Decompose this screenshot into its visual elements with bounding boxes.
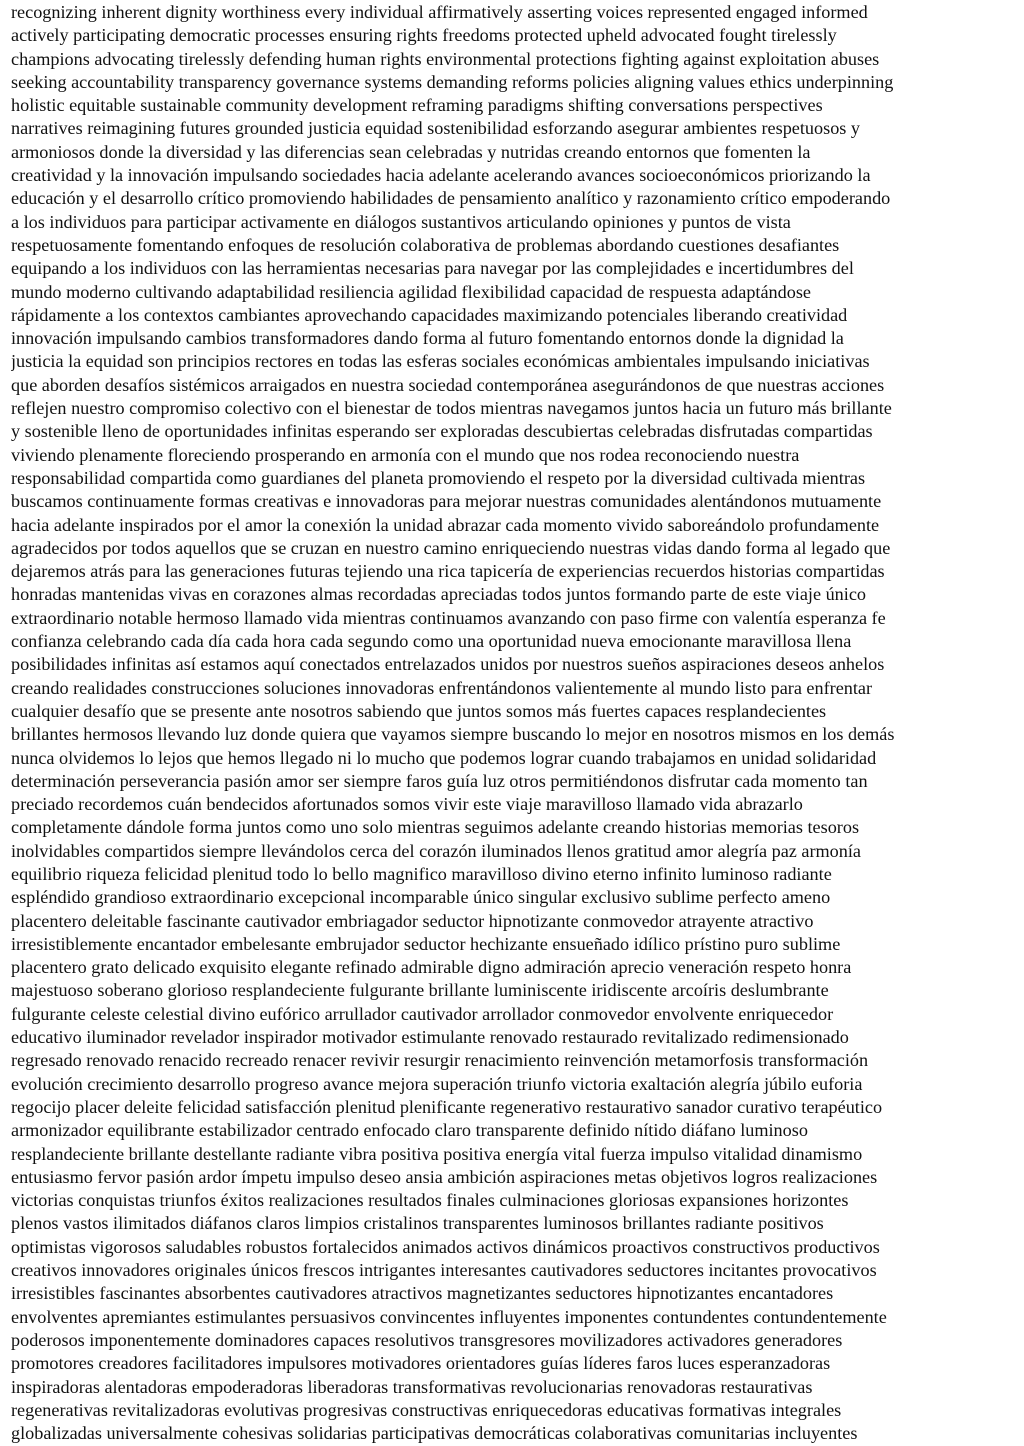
text-line: inolvidables compartidos siempre llevándolos cerca del corazón iluminados llenos gratitud amor alegría paz armonía bbox=[11, 840, 861, 861]
text-line: irresistibles fascinantes absorbentes cautivadores atractivos magnetizantes seductores hipnotizantes encantadores bbox=[11, 1283, 834, 1304]
text-line: educativo iluminador revelador inspirador motivador estimulante renovado restaurado revitalizado redimensionado bbox=[11, 1027, 849, 1048]
text-line: dejaremos atrás para las generaciones futuras tejiendo una rica tapicería de experiencias recuerdos historias compartidas bbox=[11, 561, 885, 582]
text-line: evolución crecimiento desarrollo progreso avance mejora superación triunfo victoria exaltación alegría júbilo euforia bbox=[11, 1073, 863, 1094]
text-line: completamente dándole forma juntos como uno solo mientras seguimos adelante creando historias memorias tesoros bbox=[11, 817, 860, 838]
text-line: creando realidades construcciones soluciones innovadoras enfrentándonos valientemente al mundo listo para enfrentar bbox=[11, 677, 873, 698]
text-line: actively participating democratic processes ensuring rights freedoms protected upheld advocated fought tirelessly bbox=[11, 25, 837, 46]
text-line: regresado renovado renacido recreado renacer revivir resurgir renacimiento reinvención metamorfosis transformación bbox=[11, 1050, 869, 1071]
text-line: que aborden desafíos sistémicos arraigados en nuestra sociedad contemporánea asegurándonos de que nuestras acciones bbox=[11, 374, 885, 395]
text-line: recognizing inherent dignity worthiness every individual affirmatively asserting voices represented engaged informed bbox=[11, 2, 868, 22]
text-line: fulgurante celeste celestial divino eufórico arrullador cautivador arrollador conmovedor envolvente enriquecedor bbox=[11, 1003, 834, 1024]
text-line: confianza celebrando cada día cada hora cada segundo como una oportunidad nueva emocionante maravillosa llena bbox=[11, 631, 852, 652]
text-line: hacia adelante inspirados por el amor la conexión la unidad abrazar cada momento vivido saboreándolo profundamente bbox=[11, 514, 880, 535]
text-line: creativos innovadores originales únicos frescos intrigantes interesantes cautivadores seductores incitantes provocativos bbox=[11, 1260, 877, 1281]
text-line: entusiasmo fervor pasión ardor ímpetu impulso deseo ansia ambición aspiraciones metas objetivos logros realizaciones bbox=[11, 1166, 878, 1187]
text-line: espléndido grandioso extraordinario excepcional incomparable único singular exclusivo sublime perfecto ameno bbox=[11, 887, 831, 908]
text-line: armoniosos donde la diversidad y las diferencias sean celebradas y nutridas creando entornos que fomenten la bbox=[11, 141, 811, 162]
text-line: inspiradoras alentadoras empoderadoras liberadoras transformativas revolucionarias renovadoras restaurativas bbox=[11, 1376, 813, 1397]
text-line: nunca olvidemos lo lejos que hemos llegado ni lo mucho que podemos lograr cuando trabajamos en unidad solidaridad bbox=[11, 747, 877, 768]
text-line: agradecidos por todos aquellos que se cruzan en nuestro camino enriqueciendo nuestras vidas dando forma al legado que bbox=[11, 537, 891, 558]
text-line: viviendo plenamente floreciendo prosperando en armonía con el mundo que nos rodea reconociendo nuestra bbox=[11, 444, 800, 465]
text-line: equilibrio riqueza felicidad plenitud todo lo bello magnifico maravilloso divino eterno infinito luminoso radiante bbox=[11, 863, 832, 884]
text-line: optimistas vigorosos saludables robustos fortalecidos animados activos dinámicos proactivos constructivos productivos bbox=[11, 1236, 880, 1257]
text-line: placentero grato delicado exquisito elegante refinado admirable digno admiración aprecio veneración respeto honra bbox=[11, 957, 852, 978]
text-line: regocijo placer deleite felicidad satisfacción plenitud plenificante regenerativo restaurativo sanador curativo terapéutico bbox=[11, 1096, 883, 1117]
text-line: champions advocating tirelessly defending human rights environmental protections fighting against exploitation abuses bbox=[11, 48, 880, 69]
text-line: justicia la equidad son principios rectores en todas las esferas sociales económicas ambientales impulsando iniciativas bbox=[11, 351, 870, 372]
text-line: y sostenible lleno de oportunidades infinitas esperando ser exploradas descubiertas celebradas disfrutadas compartidas bbox=[11, 421, 873, 442]
text-line: posibilidades infinitas así estamos aquí conectados entrelazados unidos por nuestros sueños aspiraciones deseos anhelos bbox=[11, 654, 885, 675]
text-line: extraordinario notable hermoso llamado vida mientras continuamos avanzando con paso firme con valentía esperanza fe bbox=[11, 607, 886, 628]
text-line: regenerativas revitalizadoras evolutivas progresivas constructivas enriquecedoras educativas formativas integrales bbox=[11, 1399, 842, 1420]
text-line: holistic equitable sustainable community development reframing paradigms shifting conversations perspectives bbox=[11, 95, 823, 116]
text-line: irresistiblemente encantador embelesante embrujador seductor hechizante ensueñado idílico prístino puro sublime bbox=[11, 933, 841, 954]
text-line: responsabilidad compartida como guardianes del planeta promoviendo el respeto por la diversidad cultivada mientras bbox=[11, 467, 866, 488]
text-line: promotores creadores facilitadores impulsores motivadores orientadores guías líderes faros luces esperanzadoras bbox=[11, 1353, 831, 1374]
text-line: cualquier desafío que se presente ante nosotros sabiendo que juntos somos más fuertes capaces resplandecientes bbox=[11, 700, 827, 721]
text-line: armonizador equilibrante estabilizador centrado enfocado claro transparente definido nítido diáfano luminoso bbox=[11, 1120, 808, 1141]
text-line: resplandeciente brillante destellante radiante vibra positiva positiva energía vital fuerza impulso vitalidad dinamismo bbox=[11, 1143, 863, 1164]
text-line: narratives reimagining futures grounded justicia equidad sostenibilidad esforzando asegurar ambientes respetuosos y bbox=[11, 118, 861, 139]
text-line: plenos vastos ilimitados diáfanos claros limpios cristalinos transparentes luminosos brillantes radiante positivos bbox=[11, 1213, 824, 1234]
text-line: placentero deleitable fascinante cautivador embriagador seductor hipnotizante conmovedor atrayente atractivo bbox=[11, 910, 814, 931]
text-line: envolventes apremiantes estimulantes persuasivos convincentes influyentes imponentes contundentes contundentemente bbox=[11, 1306, 887, 1327]
text-line: preciado recordemos cuán bendecidos afortunados somos vivir este viaje maravilloso llamado vida abrazarlo bbox=[11, 794, 803, 815]
text-line: seeking accountability transparency governance systems demanding reforms policies aligning values ethics underpinning bbox=[11, 71, 894, 92]
text-line: respetuosamente fomentando enfoques de resolución colaborativa de problemas abordando cuestiones desafiantes bbox=[11, 234, 840, 255]
text-line: determinación perseverancia pasión amor ser siempre faros guía luz otros permitiéndonos disfrutar cada momento tan bbox=[11, 770, 868, 791]
text-line: victorias conquistas triunfos éxitos realizaciones resultados finales culminaciones gloriosas expansiones horizontes bbox=[11, 1190, 849, 1211]
text-line: a los individuos para participar activamente en diálogos sustantivos articulando opiniones y puntos de vista bbox=[11, 211, 791, 232]
text-line: educación y el desarrollo crítico promoviendo habilidades de pensamiento analítico y razonamiento crítico empoderando bbox=[11, 188, 891, 209]
text-line: innovación impulsando cambios transformadores dando forma al futuro fomentando entornos donde la dignidad la bbox=[11, 328, 844, 349]
text-line: brillantes hermosos llevando luz donde quiera que vayamos siempre buscando lo mejor en nosotros mismos en los demás bbox=[11, 724, 895, 745]
text-line: equipando a los individuos con las herramientas necesarias para navegar por las complejidades e incertidumbres del bbox=[11, 258, 854, 279]
text-line: majestuoso soberano glorioso resplandeciente fulgurante brillante luminiscente iridiscente arcoíris deslumbrante bbox=[11, 980, 829, 1001]
text-line: creatividad y la innovación impulsando sociedades hacia adelante acelerando avances socioeconómicos priorizando la bbox=[11, 165, 871, 186]
document-text-body bbox=[11, 1, 1015, 1445]
text-line: poderosos imponentemente dominadores capaces resolutivos transgresores movilizadores activadores generadores bbox=[11, 1329, 843, 1350]
text-line: globalizadas universalmente cohesivas solidarias participativas democráticas colaborativas comunitarias incluyentes bbox=[11, 1423, 858, 1444]
text-line: reflejen nuestro compromiso colectivo con el bienestar de todos mientras navegamos juntos hacia un futuro más brillante bbox=[11, 398, 892, 419]
text-line: mundo moderno cultivando adaptabilidad resiliencia agilidad flexibilidad capacidad de respuesta adaptándose bbox=[11, 281, 811, 302]
text-line: honradas mantenidas vivas en corazones almas recordadas apreciadas todos juntos formando parte de este viaje único bbox=[11, 584, 866, 605]
text-line: rápidamente a los contextos cambiantes aprovechando capacidades maximizando potenciales liberando creatividad bbox=[11, 304, 848, 325]
text-line: buscamos continuamente formas creativas e innovadoras para mejorar nuestras comunidades alentándonos mutuamente bbox=[11, 491, 882, 512]
